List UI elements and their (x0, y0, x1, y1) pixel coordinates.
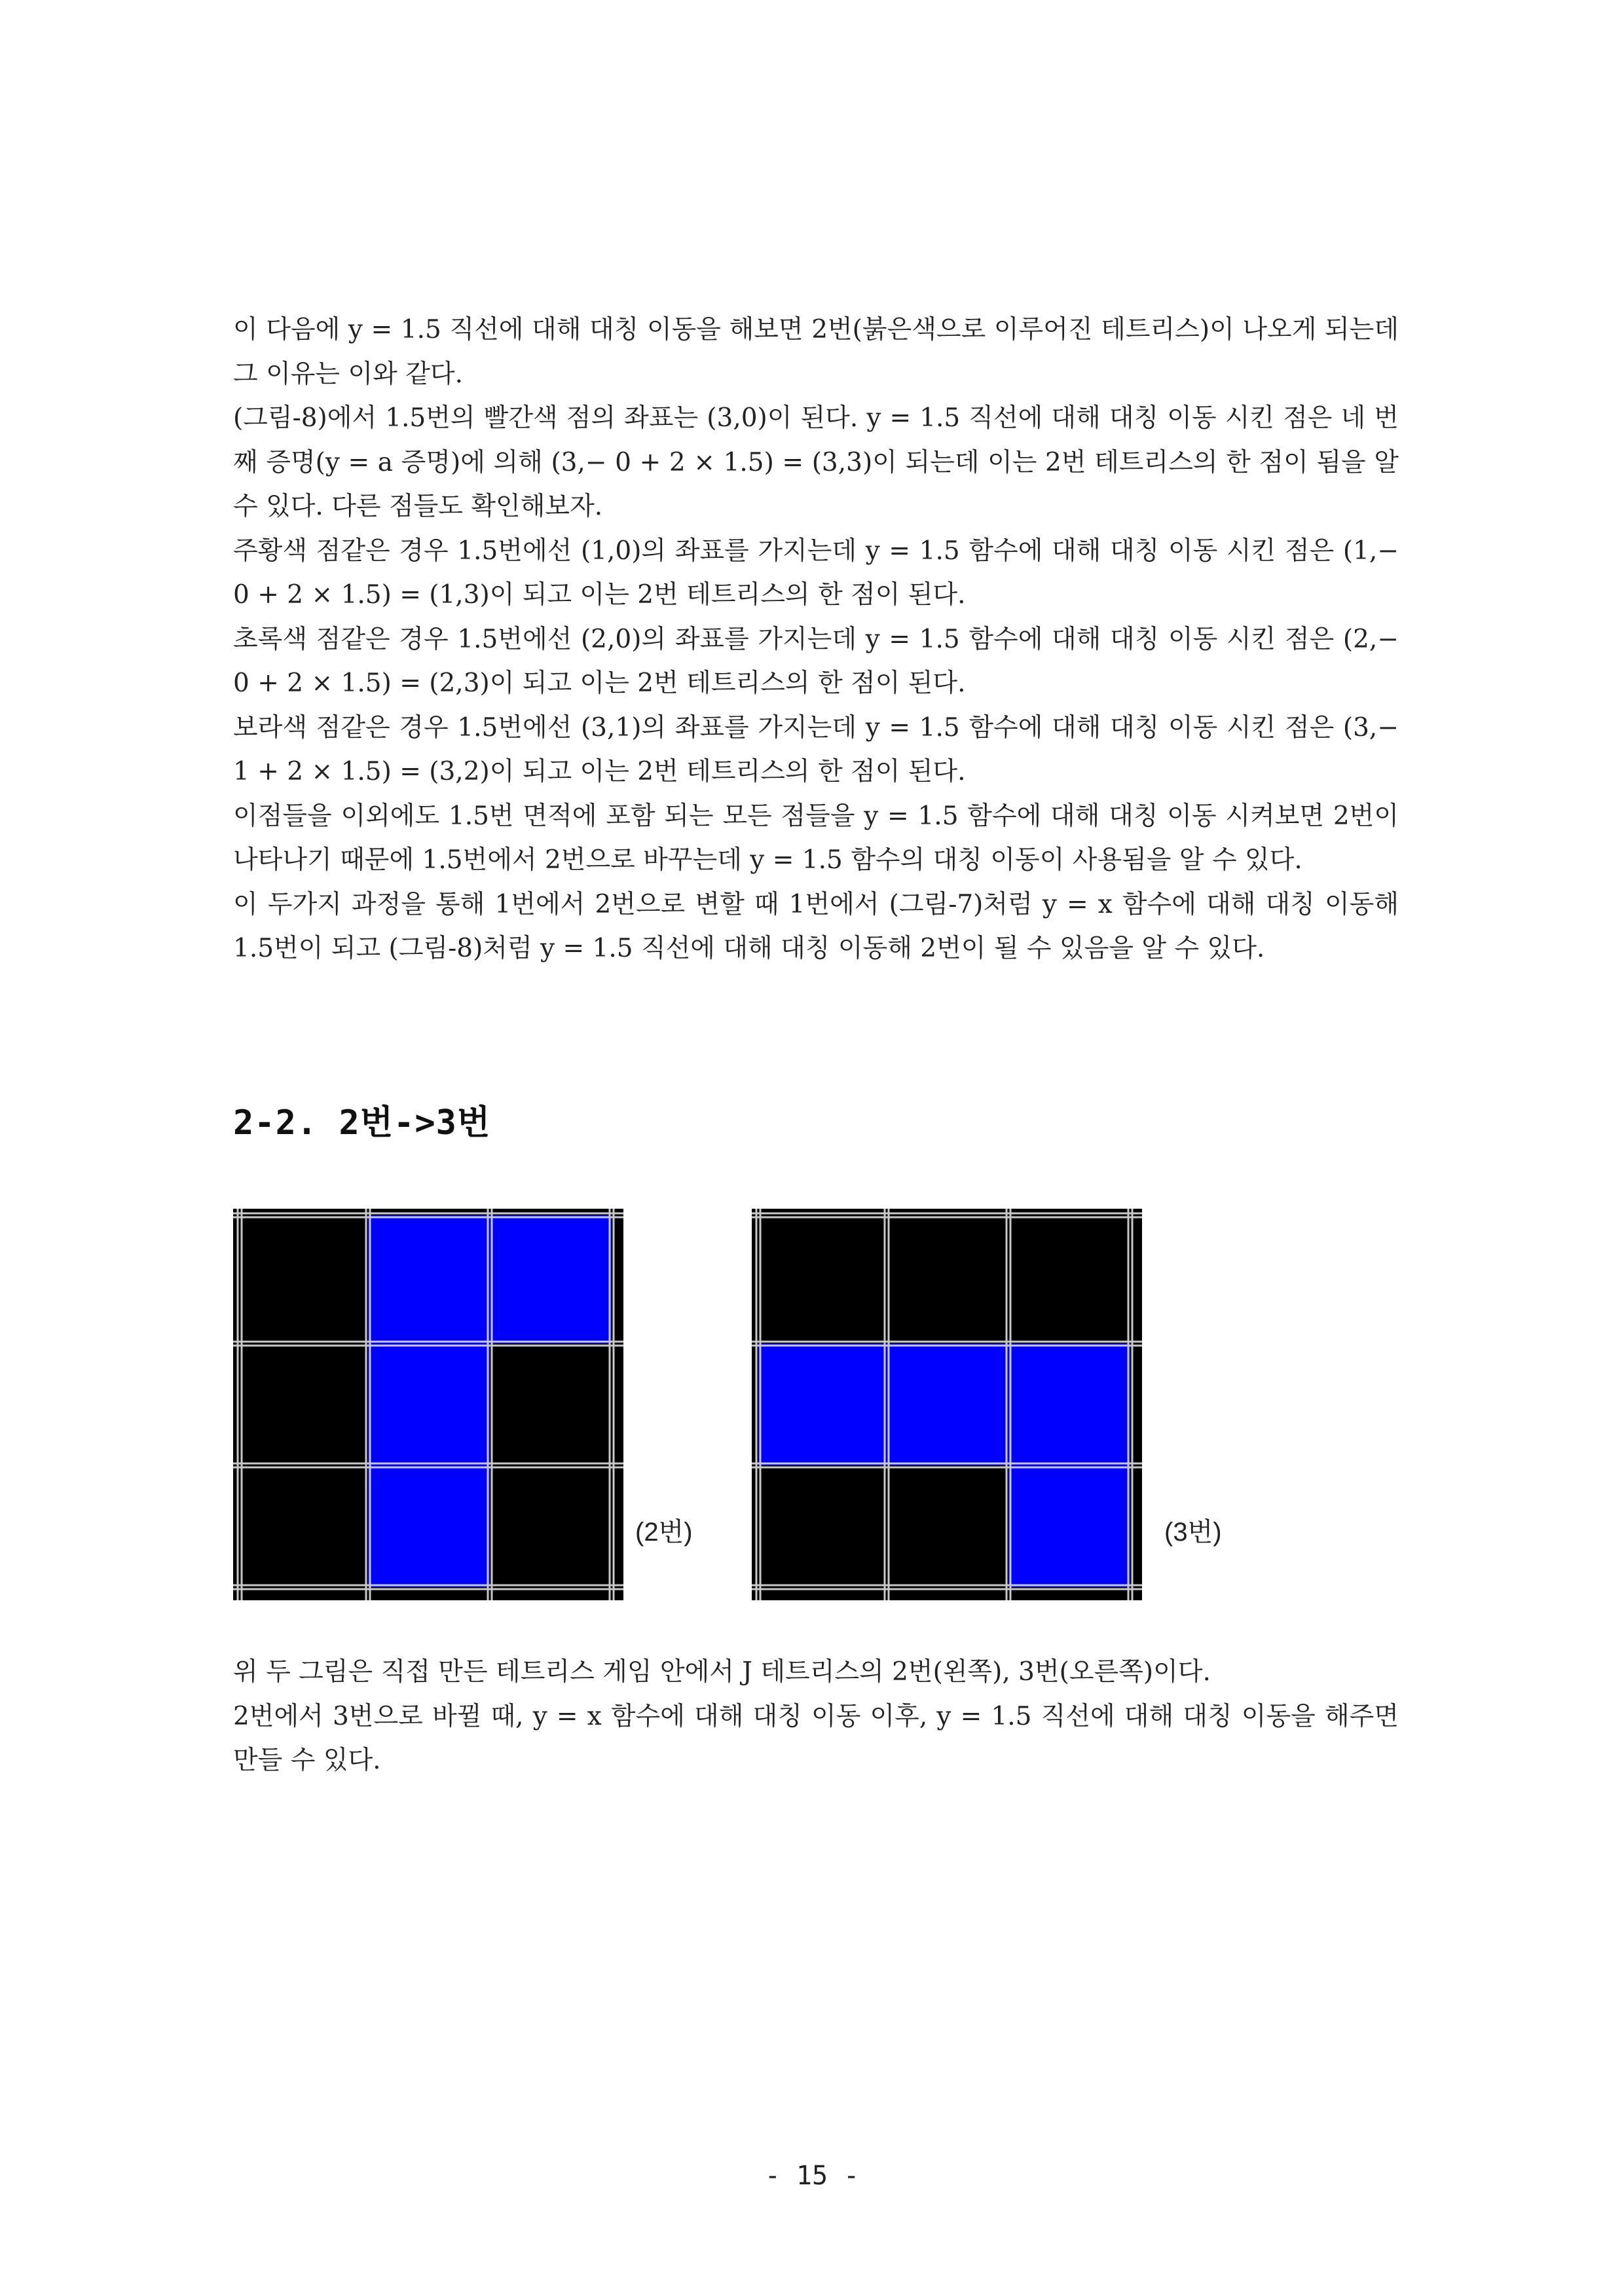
tetris-block-cell (1008, 1344, 1130, 1465)
tetris-figure-3 (752, 1209, 1142, 1600)
paragraph: 이점들을 이외에도 1.5번 면적에 포함 되는 모든 점들을 y = 1.5 함수에 대해 대칭 이동 시켜보면 2번이 나타나기 때문에 1.5번에서 2번으로 바꾸는데 y = 1.5 함수의 대칭 이동이 사용됨을 알 수 있다. (233, 801, 1399, 875)
tetris-grid-2 (233, 1209, 623, 1600)
empty-cell (490, 1344, 612, 1465)
tetris-block-cell (368, 1215, 490, 1344)
empty-cell (887, 1215, 1008, 1344)
paragraph: 보라색 점같은 경우 1.5번에선 (3,1)의 좌표를 가지는데 y = 1.5 함수에 대해 대칭 이동 시킨 점은 (3,− 1 + 2 × 1.5) = (3,2)이 되고 이는 2번 테트리스의 한 점이 된다. (233, 712, 1399, 786)
tetris-block-cell (368, 1465, 490, 1587)
empty-cell (758, 1215, 887, 1344)
empty-cell (1008, 1215, 1130, 1344)
figure-caption: (2번) (635, 1518, 693, 1547)
tetris-block-cell (368, 1344, 490, 1465)
tetris-block-cell (887, 1344, 1008, 1465)
tetris-grid-3 (752, 1209, 1142, 1600)
empty-cell (240, 1465, 368, 1587)
empty-cell (240, 1215, 368, 1344)
paragraph: 초록색 점같은 경우 1.5번에선 (2,0)의 좌표를 가지는데 y = 1.5 함수에 대해 대칭 이동 시킨 점은 (2,− 0 + 2 × 1.5) = (2,3)이 되고 이는 2번 테트리스의 한 점이 된다. (233, 624, 1399, 698)
paragraph: (그림-8)에서 1.5번의 빨간색 점의 좌표는 (3,0)이 된다. y = 1.5 직선에 대해 대칭 이동 시킨 점은 네 번째 증명(y = a 증명)에 의해 (3,− 0 + 2 × 1.5) = (3,3)이 되는데 이는 2번 테트리스의 한 점이 됨을 알 수 있다. 다른 점들도 확인해보자. (233, 403, 1399, 521)
paragraph: 이 다음에 y = 1.5 직선에 대해 대칭 이동을 해보면 2번(붉은색으로 이루어진 테트리스)이 나오게 되는데 그 이유는 이와 같다. (233, 315, 1399, 389)
body-text-section-1 (233, 308, 1399, 971)
empty-cell (887, 1465, 1008, 1587)
body-text-section-2 (233, 1650, 1399, 1783)
tetris-block-cell (758, 1344, 887, 1465)
paragraph: 2번에서 3번으로 바뀔 때, y = x 함수에 대해 대칭 이동 이후, y = 1.5 직선에 대해 대칭 이동을 해주면 만들 수 있다. (233, 1701, 1399, 1775)
tetris-figure-2 (233, 1209, 623, 1600)
empty-cell (240, 1344, 368, 1465)
paragraph: 이 두가지 과정을 통해 1번에서 2번으로 변할 때 1번에서 (그림-7)처럼 y = x 함수에 대해 대칭 이동해 1.5번이 되고 (그림-8)처럼 y = 1.5 직선에 대해 대칭 이동해 2번이 될 수 있음을 알 수 있다. (233, 889, 1399, 963)
paragraph: 위 두 그림은 직접 만든 테트리스 게임 안에서 J 테트리스의 2번(왼쪽), 3번(오른쪽)이다. (233, 1657, 1211, 1687)
empty-cell (758, 1465, 887, 1587)
figure-caption: (3번) (1164, 1518, 1222, 1547)
tetris-block-cell (490, 1215, 612, 1344)
paragraph: 주황색 점같은 경우 1.5번에선 (1,0)의 좌표를 가지는데 y = 1.5 함수에 대해 대칭 이동 시킨 점은 (1,− 0 + 2 × 1.5) = (1,3)이 되고 이는 2번 테트리스의 한 점이 된다. (233, 536, 1399, 610)
page-number: - 15 - (764, 2161, 860, 2191)
tetris-block-cell (1008, 1465, 1130, 1587)
section-heading: 2-2. 2번->3번 (233, 1103, 491, 1143)
empty-cell (490, 1465, 612, 1587)
